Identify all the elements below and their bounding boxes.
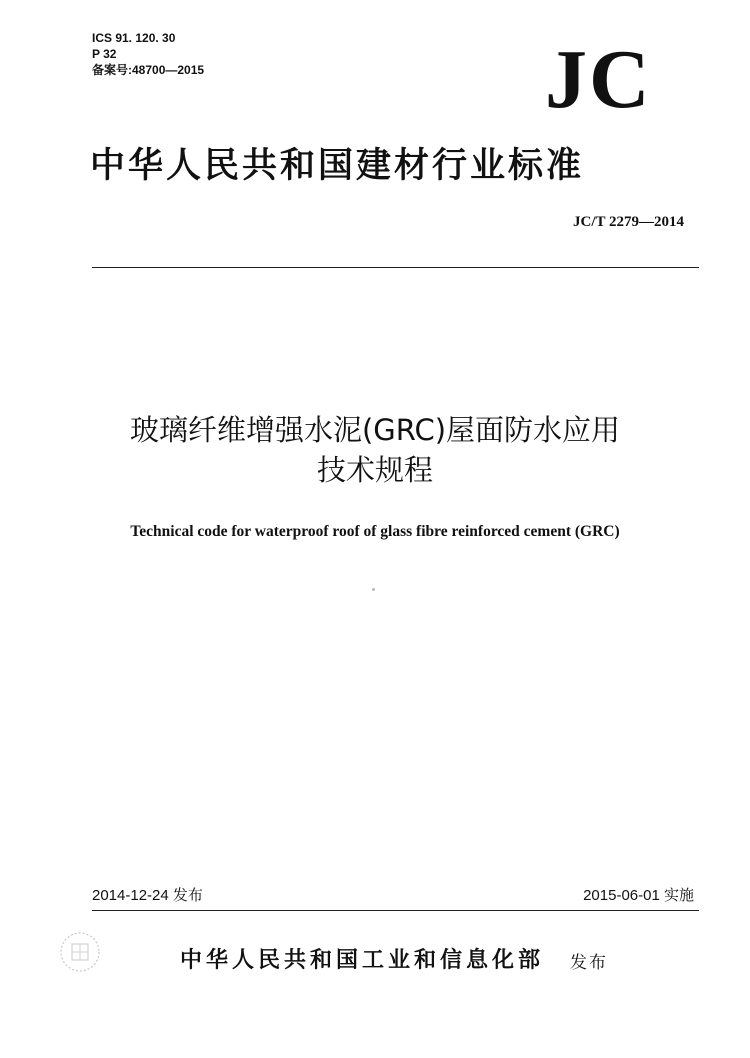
effective-date: 2015-06-01 实施 xyxy=(583,887,694,904)
header-divider xyxy=(92,267,699,268)
scan-speck xyxy=(372,588,375,591)
issue-date: 2014-12-24 发布 xyxy=(92,887,203,904)
footer-divider xyxy=(92,910,699,911)
document-title-line2: 技术规程 xyxy=(316,453,433,487)
library-stamp-icon xyxy=(58,930,102,974)
standard-title: 中华人民共和国建材行业标准 xyxy=(90,145,585,186)
standard-number: JC/T 2279—2014 xyxy=(573,214,684,230)
document-title-line1: 玻璃纤维增强水泥(GRC)屋面防水应用 xyxy=(129,413,621,447)
record-number: 备案号:48700—2015 xyxy=(92,63,205,77)
ics-code: ICS 91. 120. 30 xyxy=(92,31,176,45)
document-title xyxy=(0,410,750,490)
publish-label: 发布 xyxy=(570,953,608,973)
jc-logo: JC xyxy=(545,33,652,126)
classification-block xyxy=(92,30,204,78)
classification-code: P 32 xyxy=(92,47,117,61)
publisher: 中华人民共和国工业和信息化部 xyxy=(180,947,545,973)
english-title: Technical code for waterproof roof of glass fibre reinforced cement (GRC) xyxy=(130,523,620,540)
